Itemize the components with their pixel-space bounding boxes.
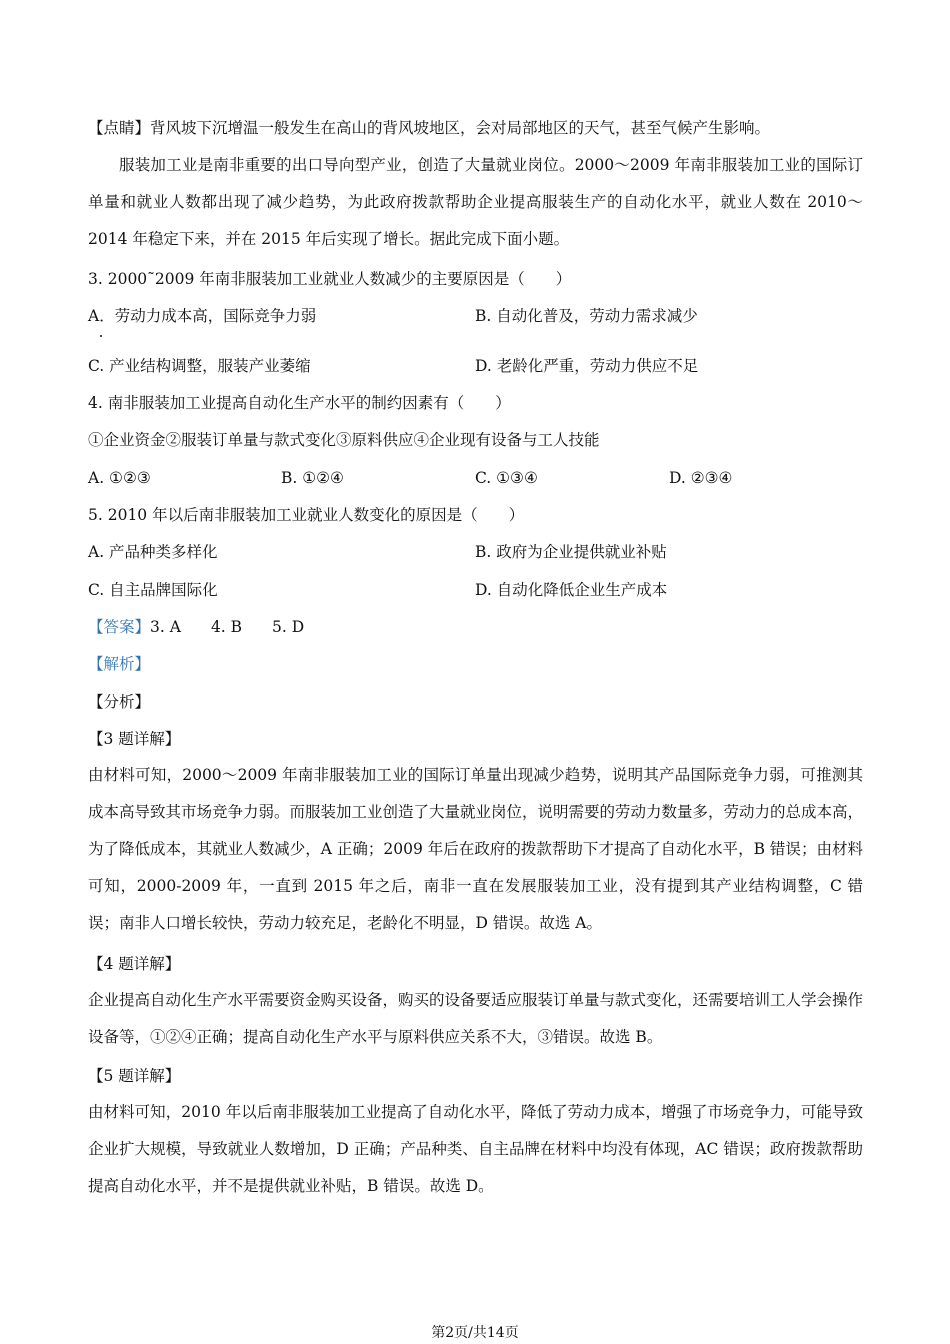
q3-option-c: C. 产业结构调整，服装产业萎缩 (88, 357, 311, 375)
analysis-heading: 【解析】 (88, 655, 151, 673)
breakdown-heading: 【分析】 (88, 693, 151, 711)
q5-detail-heading: 【5 题详解】 (88, 1067, 181, 1085)
q5-option-c: C. 自主品牌国际化 (88, 581, 218, 599)
stray-dot (100, 335, 102, 337)
question-4-stem: 4. 南非服装加工业提高自动化生产水平的制约因素有（ ） (88, 394, 511, 412)
question-3-stem: 3. 2000˜2009 年南非服装加工业就业人数减少的主要原因是（ ） (88, 270, 572, 288)
tip-text: 背风坡下沉增温一般发生在高山的背风坡地区，会对局部地区的天气，甚至气候产生影响。 (150, 119, 771, 137)
q5-option-b: B. 政府为企业提供就业补贴 (475, 543, 667, 561)
answer-label: 【答案】 (88, 618, 151, 636)
question-5-stem: 5. 2010 年以后南非服装加工业就业人数变化的原因是（ ） (88, 506, 525, 524)
q3-option-a: A．劳动力成本高，国际竞争力弱 (88, 307, 317, 325)
answer-line (88, 617, 304, 637)
answer-5: 5. D (272, 618, 305, 636)
q4-detail-text: 企业提高自动化生产水平需要资金购买设备，购买的设备要适应服装订单量与款式变化，还需要培训工人学会操作设备等，①②④正确；提高自动化生产水平与原料供应关系不大，③错误。故选 B。 (88, 991, 864, 1046)
q3-detail-text: 由材料可知，2000～2009 年南非服装加工业的国际订单量出现减少趋势，说明其产品国际竞争力弱，可推测其成本高导致其市场竞争力弱。而服装加工业创造了大量就业岗位，说明需要的劳动力数量多，劳动力的总成本高，为了降低成本，其就业人数减少，A 正确；2009 年后在政府的拨款帮助下才提高了自动化水平，B 错误；由材料可知，2000-2009 年，一直到 2015 年之后，南非一直在发展服装加工业，没有提到其产业结构调整，C 错误；南非人口增长较快，劳动力较充足，老龄化不明显，D 错误。故选 A。 (88, 766, 864, 932)
q4-detail-heading: 【4 题详解】 (88, 955, 181, 973)
q4-option-a: A. ①②③ (88, 469, 151, 487)
answer-3: 3. A (150, 618, 181, 636)
page-footer: 第2页/共14页 (431, 1325, 519, 1341)
q5-detail-text: 由材料可知，2010 年以后南非服装加工业提高了自动化水平，降低了劳动力成本，增强了市场竞争力，可能导致企业扩大规模，导致就业人数增加，D 正确；产品种类、自主品牌在材料中均没有体现，AC 错误；政府拨款帮助提高自动化水平，并不是提供就业补贴，B 错误。故选 D。 (88, 1103, 863, 1195)
q4-option-c: C. ①③④ (475, 469, 538, 487)
q5-option-a: A. 产品种类多样化 (88, 543, 218, 561)
q5-option-d: D. 自动化降低企业生产成本 (475, 581, 668, 599)
q3-option-b: B. 自动化普及，劳动力需求减少 (475, 307, 698, 325)
q4-option-d: D. ②③④ (669, 469, 733, 487)
question-4-factors: ①企业资金②服装订单量与款式变化③原料供应④企业现有设备与工人技能 (88, 431, 600, 449)
q3-option-d: D. 老龄化严重，劳动力供应不足 (475, 357, 699, 375)
tip-label: 【点睛】 (88, 119, 151, 137)
q3-detail-heading: 【3 题详解】 (88, 730, 181, 748)
material-paragraph: 服装加工业是南非重要的出口导向型产业，创造了大量就业岗位。2000～2009 年南非服装加工业的国际订单量和就业人数都出现了减少趋势，为此政府拨款帮助企业提高服装生产的自动化水平，就业人数在 2010～2014 年稳定下来，并在 2015 年后实现了增长。据此完成下面小题。 (88, 156, 863, 248)
q4-option-b: B. ①②④ (281, 469, 344, 487)
tip-line (88, 118, 770, 138)
answer-4: 4. B (210, 618, 243, 636)
